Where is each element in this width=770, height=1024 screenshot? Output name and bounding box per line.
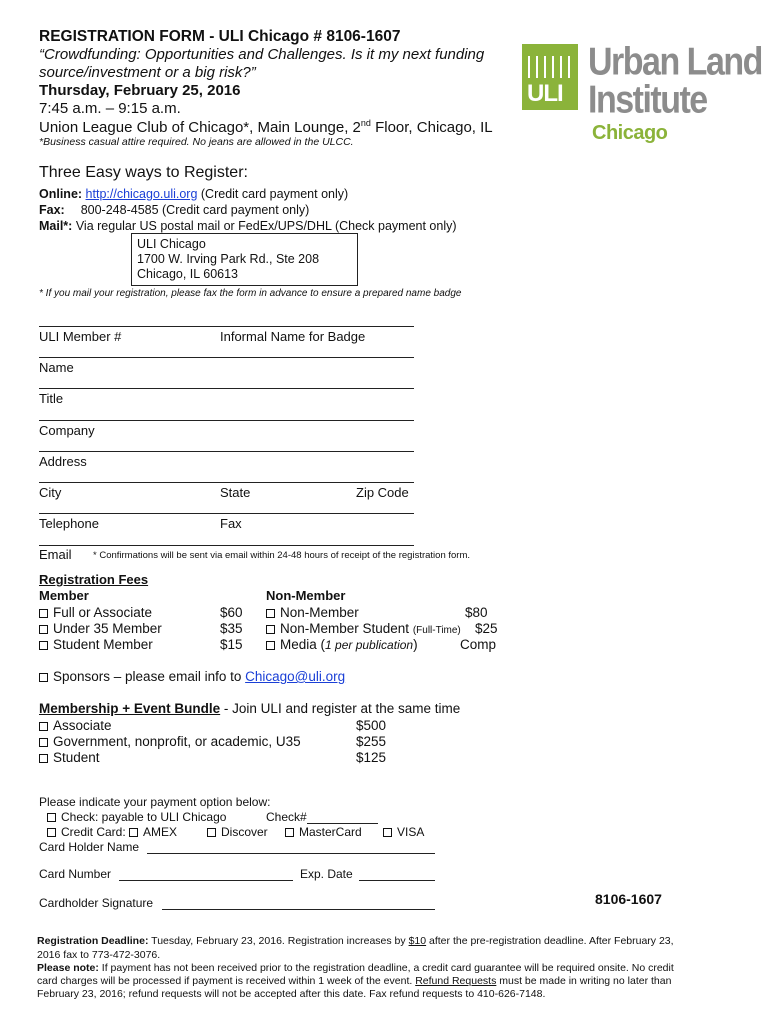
mailing-address-box: ULI Chicago 1700 W. Irving Park Rd., Ste 208 Chicago, IL 60613: [131, 233, 358, 286]
city-input[interactable]: [39, 482, 414, 483]
fee-option-under35[interactable]: Under 35 Member: [39, 621, 162, 636]
deadline-line1: Registration Deadline: Tuesday, February 23, 2016. Registration increases by $10 after the pre-registration deadline. After February 23,: [37, 935, 674, 947]
checkbox-icon[interactable]: [266, 609, 275, 618]
fee-option-media[interactable]: Media (1 per publication): [266, 637, 418, 652]
pay-discover-option[interactable]: Discover: [207, 825, 268, 839]
address-input[interactable]: [39, 451, 414, 452]
bundle-price: $255: [356, 734, 387, 749]
company-input[interactable]: [39, 420, 414, 421]
company-label: Company: [39, 423, 95, 438]
checkbox-icon[interactable]: [39, 722, 48, 731]
fee-option-nonmember-student[interactable]: Non-Member Student (Full-Time): [266, 621, 461, 636]
fax-label: Fax: [220, 516, 242, 531]
form-title: REGISTRATION FORM - ULI Chicago # 8106-1607: [39, 28, 401, 45]
note-line1: Please note: If payment has not been received prior to the registration deadline, a credit card guarantee will be required onsite. No credit: [37, 962, 674, 974]
pay-mastercard-option[interactable]: MasterCard: [285, 825, 362, 839]
checkbox-icon[interactable]: [47, 828, 56, 837]
checkbox-icon[interactable]: [39, 609, 48, 618]
email-input[interactable]: [39, 545, 414, 546]
pay-check-option[interactable]: Check: payable to ULI Chicago: [47, 810, 226, 824]
telephone-label: Telephone: [39, 516, 99, 531]
zip-label: Zip Code: [356, 485, 409, 500]
card-holder-label: Card Holder Name: [39, 840, 140, 854]
fee-price: $80: [465, 605, 488, 620]
checkbox-icon[interactable]: [129, 828, 138, 837]
city-label: City: [39, 485, 62, 500]
mail-note: * If you mail your registration, please fax the form in advance to ensure a prepared name badge: [39, 288, 462, 299]
check-number-label: Check#: [266, 810, 307, 824]
exp-date-input[interactable]: [359, 880, 435, 881]
payment-intro: Please indicate your payment option below:: [39, 795, 271, 809]
bundle-price: $125: [356, 750, 387, 765]
title-label: Title: [39, 391, 64, 406]
event-code: 8106-1607: [595, 891, 662, 907]
bundle-heading: Membership + Event Bundle - Join ULI and register at the same time: [39, 701, 461, 716]
checkbox-icon[interactable]: [47, 813, 56, 822]
fees-heading: Registration Fees: [39, 572, 149, 587]
telephone-input[interactable]: [39, 513, 414, 514]
register-heading: Three Easy ways to Register:: [39, 164, 248, 181]
fee-price: $25: [475, 621, 498, 636]
name-label: Name: [39, 360, 74, 375]
title-input[interactable]: [39, 388, 414, 389]
bundle-price: $500: [356, 718, 387, 733]
member-heading: Member: [39, 588, 89, 603]
checkbox-icon[interactable]: [207, 828, 216, 837]
note-line2: card charges will be processed if payment is received within 1 week of the event. Refund Requests must be made in writing no later than: [37, 975, 672, 987]
uli-logo-mark: ULI: [522, 44, 578, 110]
bundle-option-government[interactable]: Government, nonprofit, or academic, U35: [39, 734, 301, 749]
fax-option: Fax: 800-248-4585 (Credit card payment only): [39, 203, 310, 217]
checkbox-icon[interactable]: [266, 641, 275, 650]
signature-input[interactable]: [162, 909, 435, 910]
logo-text-line2: Institute: [588, 78, 707, 122]
fee-price: $35: [220, 621, 243, 636]
nonmember-heading: Non-Member: [266, 588, 346, 603]
event-venue: Union League Club of Chicago*, Main Lounge, 2nd Floor, Chicago, IL: [39, 118, 493, 136]
checkbox-icon[interactable]: [39, 641, 48, 650]
field-line: [39, 326, 414, 327]
checkbox-icon[interactable]: [266, 625, 275, 634]
logo-city: Chicago: [592, 122, 668, 144]
mail-option: Mail*: Via regular US postal mail or FedEx/UPS/DHL (Check payment only): [39, 219, 457, 233]
fee-price: Comp: [460, 637, 497, 652]
signature-label: Cardholder Signature: [39, 896, 154, 910]
bundle-option-associate[interactable]: Associate: [39, 718, 112, 733]
fee-option-full[interactable]: Full or Associate: [39, 605, 152, 620]
deadline-line2: 2016 fax to 773-472-3076.: [37, 949, 161, 961]
badge-name-label: Informal Name for Badge: [220, 329, 366, 344]
email-label: Email: [39, 547, 72, 562]
checkbox-icon[interactable]: [39, 754, 48, 763]
note-line3: February 23, 2016; refund requests will not be accepted after this date. Fax refund requests to 410-626-7148.: [37, 988, 546, 1000]
pay-visa-option[interactable]: VISA: [383, 825, 424, 839]
fee-option-nonmember[interactable]: Non-Member: [266, 605, 359, 620]
checkbox-icon[interactable]: [383, 828, 392, 837]
email-note: * Confirmations will be sent via email within 24-48 hours of receipt of the registration form.: [93, 550, 471, 561]
online-link[interactable]: http://chicago.uli.org: [85, 187, 198, 201]
fee-option-student[interactable]: Student Member: [39, 637, 153, 652]
sponsors-option[interactable]: Sponsors – please email info to Chicago@uli.org: [39, 669, 345, 684]
check-number-input[interactable]: [307, 823, 378, 824]
event-date: Thursday, February 25, 2016: [39, 82, 241, 99]
name-input[interactable]: [39, 357, 414, 358]
checkbox-icon[interactable]: [285, 828, 294, 837]
online-option: Online: http://chicago.uli.org (Credit card payment only): [39, 187, 349, 201]
state-label: State: [220, 485, 251, 500]
sponsors-email-link[interactable]: Chicago@uli.org: [245, 669, 346, 684]
fee-price: $60: [220, 605, 243, 620]
logo-text-line1: Urban Land: [588, 40, 762, 84]
checkbox-icon[interactable]: [39, 625, 48, 634]
bundle-option-student[interactable]: Student: [39, 750, 100, 765]
event-title-line2: source/investment or a big risk?”: [39, 64, 256, 81]
checkbox-icon[interactable]: [39, 738, 48, 747]
event-title-line1: “Crowdfunding: Opportunities and Challenges. Is it my next funding: [39, 46, 485, 63]
exp-date-label: Exp. Date: [300, 867, 353, 881]
attire-note: *Business casual attire required. No jeans are allowed in the ULCC.: [39, 136, 354, 148]
card-number-label: Card Number: [39, 867, 112, 881]
checkbox-icon[interactable]: [39, 673, 48, 682]
card-holder-input[interactable]: [147, 853, 435, 854]
pay-credit-option[interactable]: Credit Card: AMEX: [47, 825, 177, 839]
fee-price: $15: [220, 637, 243, 652]
address-label: Address: [39, 454, 87, 469]
member-number-label: ULI Member #: [39, 329, 122, 344]
event-time: 7:45 a.m. – 9:15 a.m.: [39, 100, 181, 117]
card-number-input[interactable]: [119, 880, 293, 881]
